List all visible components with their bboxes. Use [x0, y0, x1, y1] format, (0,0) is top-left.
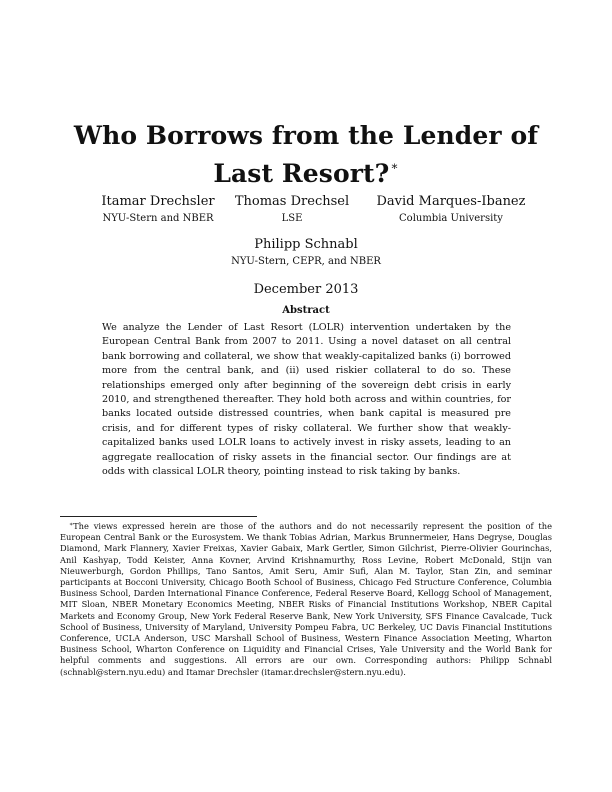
author-affiliation: NYU-Stern, CEPR, and NBER [231, 256, 381, 267]
footnote [60, 519, 552, 678]
paper-title [60, 121, 552, 189]
title-footnote-marker: ∗ [390, 159, 399, 173]
paper-date: December 2013 [253, 282, 359, 297]
author-name: David Marques-Ibanez [376, 194, 526, 209]
author-affiliation: NYU-Stern and NBER [102, 213, 214, 224]
footnote-text: The views expressed herein are those of the authors and do not necessarily represent the position of the European Central Bank or the Eurosystem. We thank Tobias Adrian, Markus Brunnermeier, Hans Degryse, Douglas Diamond, Mark Flannery, Xavier Freixas, Xavier Gabaix, Mark Gertler, Simon Gilchrist, Pierre-Olivier Gourinchas, Anil Kashyap, Todd Keister, Anna Kovner, Arvind Krishnamurthy, Ross Levine, Robert McDonald, Stijn van Nieuwerburgh, Gordon Phillips, Tano Santos, Amit Seru, Amir Sufi, Alan M. Taylor, Stan Zin, and seminar participants at Bocconi University, Chicago Booth School of Business, Chicago Fed Structure Conference, Columbia Business School, Darden International Finance Conference, Federal Reserve Board, Kellogg School of Management, MIT Sloan, NBER Monetary Economics Meeting, NBER Risks of Financial Institutions Workshop, NBER Capital Markets and Economy Group, New York Federal Reserve Bank, New York University, SFS Finance Cavalcade, Tuck School of Business, University of Maryland, University Pompeu Fabra, UC Berkeley, UC Davis Financial Institutions Conference, UCLA Anderson, USC Marshall School of Business, Western Finance Association Meeting, Wharton Business School, Wharton Conference on Liquidity and Financial Crises, Yale University and the World Bank for helpful comments and suggestions. All errors are our own. Corresponding authors: Philipp Schnabl (schnabl@stern.nyu.edu) and Itamar Drechsler (itamar.drechsler@stern.nyu.edu). [60, 521, 552, 677]
abstract-heading: Abstract [282, 305, 330, 316]
author-name: Itamar Drechsler [101, 194, 215, 209]
author-affiliation: LSE [281, 213, 303, 224]
author-name: Philipp Schnabl [254, 237, 358, 252]
author-affiliation: Columbia University [399, 213, 503, 224]
title-text: Who Borrows from the Lender of Last Resort? [73, 121, 539, 188]
abstract-body: We analyze the Lender of Last Resort (LOLR) intervention undertaken by the European Central Bank from 2007 to 2011. Using a novel dataset on all central bank borrowing and collateral, we show that weakly-capitalized banks (i) borrowed more from the central bank, and (ii) used riskier collateral to do so. These relationships emerged only after beginning of the sovereign debt crisis in early 2010, and strengthened thereafter. They hold both across and within countries, for banks located outside distressed countries, when bank capital is measured pre crisis, and for different types of risky collateral. We further show that weakly-capitalized banks used LOLR loans to actively invest in risky assets, leading to an aggregate reallocation of risky assets in the financial sector. Our findings are at odds with classical LOLR theory, pointing instead to risk taking by banks. [102, 322, 511, 478]
footnote-divider [60, 516, 257, 517]
footnote-marker: ∗ [69, 521, 74, 528]
author-name: Thomas Drechsel [234, 194, 350, 209]
